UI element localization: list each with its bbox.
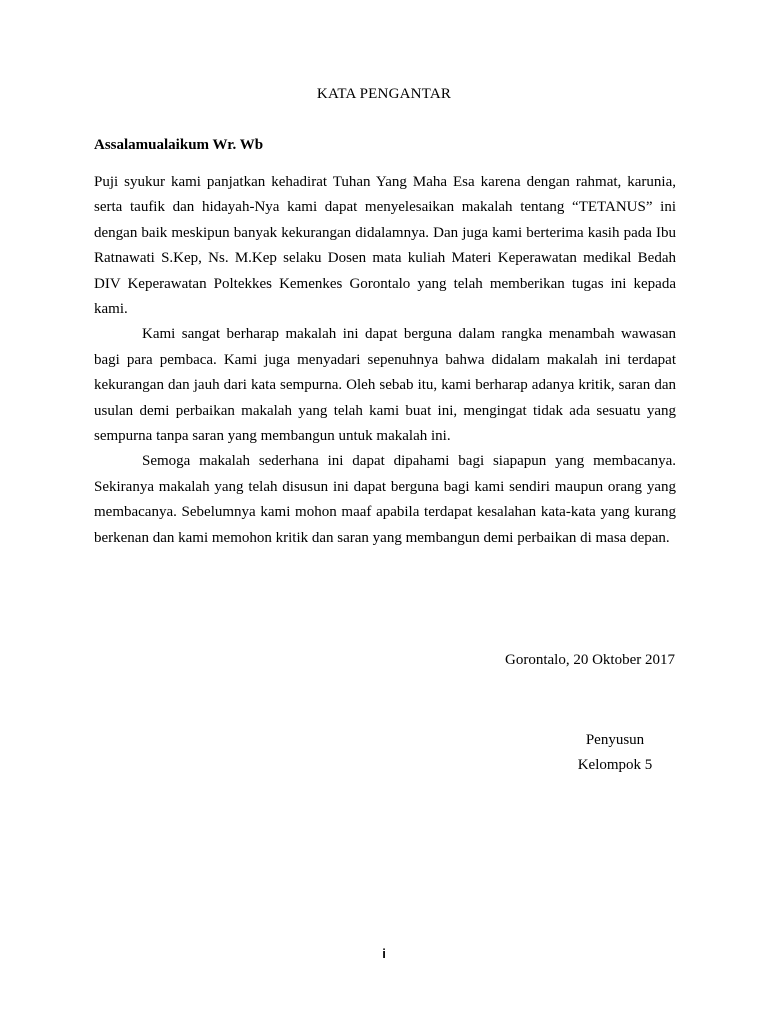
signer-role: Penyusun	[585, 732, 645, 748]
greeting: Assalamualaikum Wr. Wb	[94, 137, 264, 153]
signer-name: Kelompok 5	[577, 757, 653, 774]
page-title: KATA PENGANTAR	[316, 86, 452, 102]
body-text	[94, 170, 676, 551]
paragraph-2: Kami sangat berharap makalah ini dapat berguna dalam rangka menambah wawasan bagi para pembaca. Kami juga menyadari sepenuhnya bahwa didalam makalah ini terdapat kekurangan dan jauh dari kata sempurna. Oleh sebab itu, kami berharap adanya kritik, saran dan usulan demi perbaikan makalah yang telah kami buat ini, mengingat tidak ada sesuatu yang sempurna tanpa saran yang membangun untuk makalah ini.	[94, 326, 676, 445]
paragraph-3: Semoga makalah sederhana ini dapat dipahami bagi siapapun yang membacanya. Sekiranya makalah yang telah disusun ini dapat berguna bagi kami sendiri maupun orang yang membacanya. Sebelumnya kami mohon maaf apabila terdapat kesalahan kata-kata yang kurang berkenan dan kami memohon kritik dan saran yang membangun demi perbaikan di masa depan.	[94, 453, 676, 546]
paragraph-1: Puji syukur kami panjatkan kehadirat Tuhan Yang Maha Esa karena dengan rahmat, karunia, serta taufik dan hidayah-Nya kami dapat menyelesaikan makalah tentang “TETANUS” ini dengan baik meskipun banyak kekurangan didalamnya. Dan juga kami berterima kasih pada Ibu Ratnawati S.Kep, Ns. M.Kep selaku Dosen mata kuliah Materi Keperawatan medikal Bedah DIV Keperawatan Poltekkes Kemenkes Gorontalo yang telah memberikan tugas ini kepada kami.	[94, 174, 676, 318]
signature-block	[560, 728, 670, 779]
page-number: i	[382, 946, 386, 961]
place-date: Gorontalo, 20 Oktober 2017	[505, 652, 675, 668]
